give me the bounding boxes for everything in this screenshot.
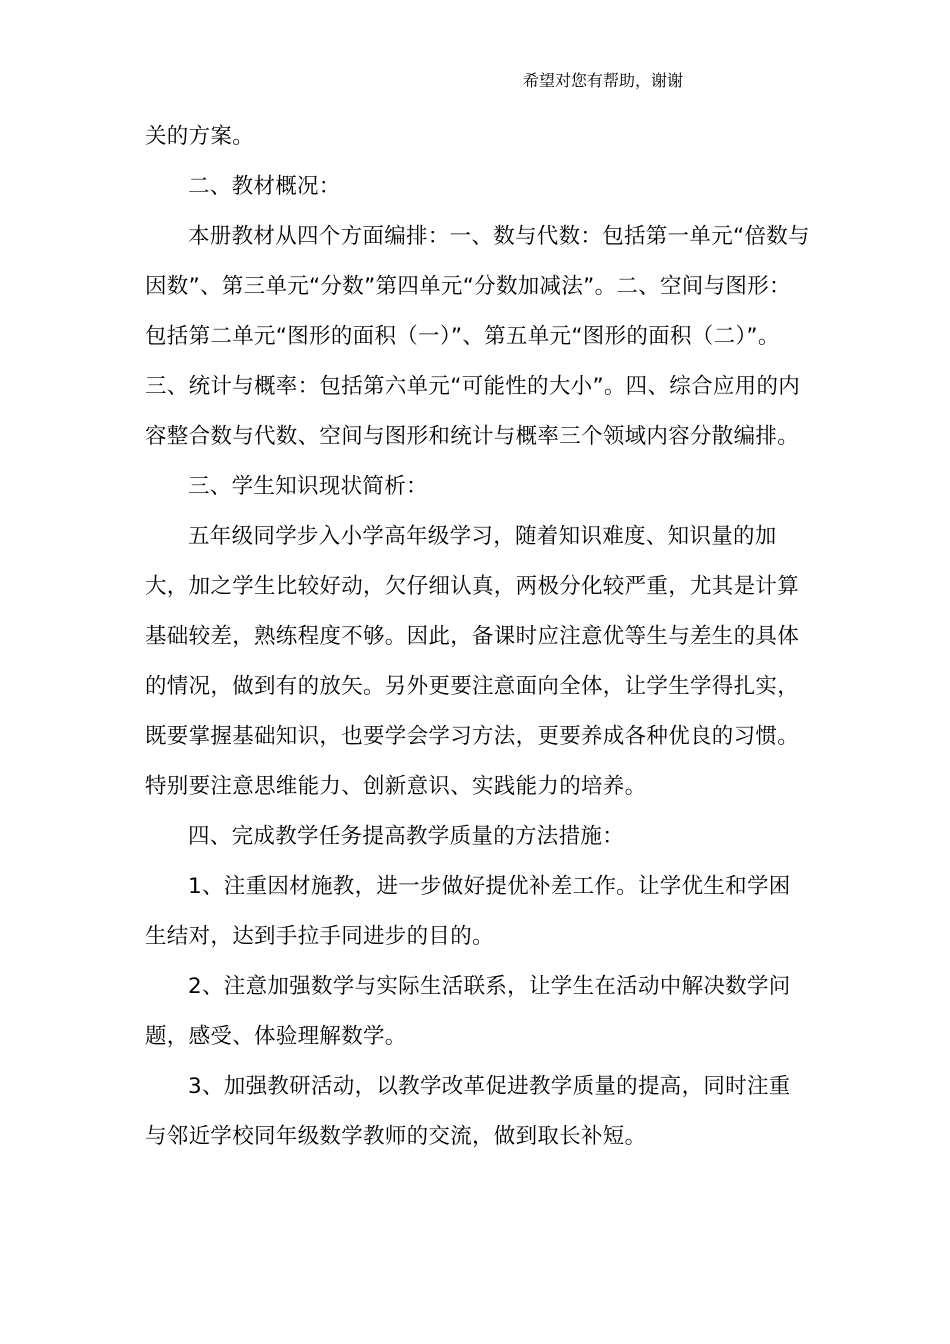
measure-item-1: 1、注重因材施教，进一步做好提优补差工作。让学优生和学困生结对，达到手拉手同进步的目的。 [145,874,791,949]
section-heading-measures: 四、完成教学任务提高教学质量的方法措施： [188,824,625,849]
document-body [145,112,812,1162]
paragraph-continuation: 关的方案。 [145,124,255,149]
section-heading-materials: 二、教材概况： [188,174,341,199]
measure-item-2: 2、注意加强数学与实际生活联系，让学生在活动中解决数学问题，感受、体验理解数学。 [145,974,791,1049]
header-note: 希望对您有帮助，谢谢 [523,71,684,90]
paragraph-students: 五年级同学步入小学高年级学习，随着知识难度、知识量的加大，加之学生比较好动，欠仔细认真，两极分化较严重，尤其是计算基础较差，熟练程度不够。因此，备课时应注意优等生与差生的具体的情况，做到有的放矢。另外更要注意面向全体，让学生学得扎实，既要掌握基础知识，也要学会学习方法，更要养成各种优良的习惯。特别要注意思维能力、创新意识、实践能力的培养。 [145,524,800,799]
measure-item-3: 3、加强教研活动，以教学改革促进教学质量的提高，同时注重与邻近学校同年级数学教师的交流，做到取长补短。 [145,1074,791,1149]
paragraph-materials: 本册教材从四个方面编排：一、数与代数：包括第一单元“倍数与因数”、第三单元“分数”第四单元“分数加减法”。二、空间与图形：包括第二单元“图形的面积（一）”、第五单元“图形的面积（二）”。三、统计与概率：包括第六单元“可能性的大小”。四、综合应用的内容整合数与代数、空间与图形和统计与概率三个领域内容分散编排。 [145,224,810,449]
section-heading-students: 三、学生知识现状简析： [188,474,428,499]
